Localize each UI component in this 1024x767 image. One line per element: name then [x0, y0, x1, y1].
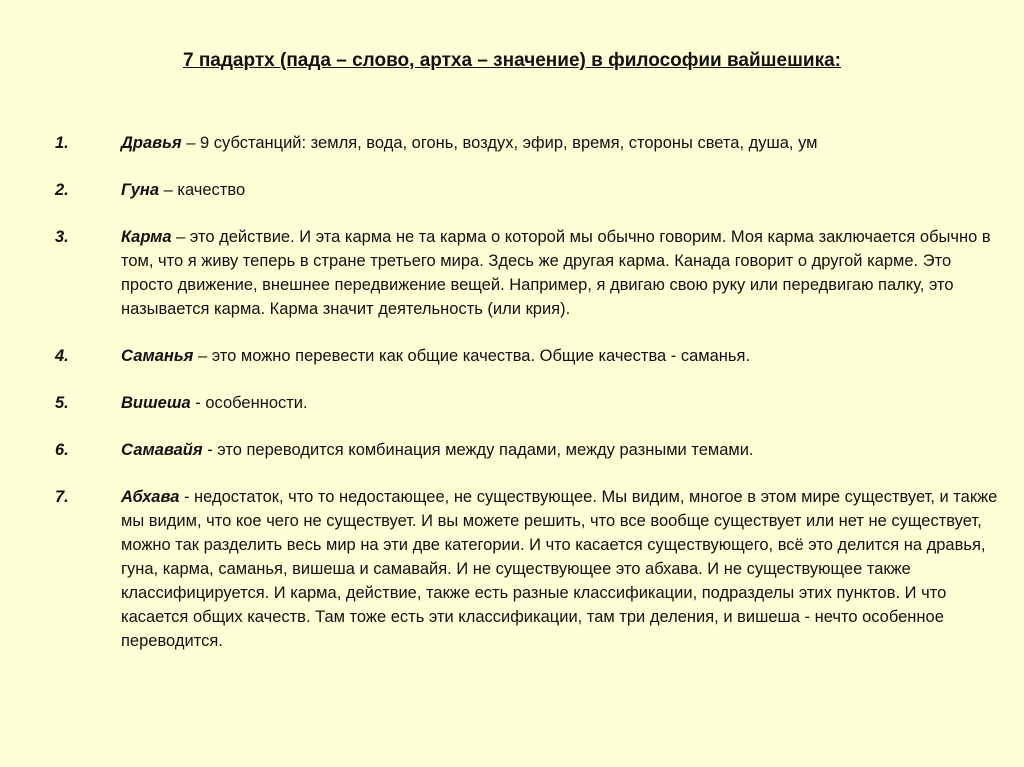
- item-text: – это действие. И эта карма не та карма о которой мы обычно говорим. Моя карма заключается обычно в том, что я живу теперь в стране третьего мира. Здесь же другая карма. Канада говорит о другой карме. Это просто движение, внешнее передвижение вещей. Например, я двигаю свою руку или передвигаю палку, это называется карма. Карма значит деятельность (или крия).: [121, 228, 991, 318]
- item-term: Дравья: [121, 134, 182, 152]
- item-body: [121, 225, 1001, 321]
- item-term: Гуна: [121, 181, 160, 199]
- list-item-dravya: [55, 131, 1005, 155]
- list-item-samanya: [55, 344, 1005, 368]
- item-text: – качество: [159, 181, 246, 199]
- slide-title: 7 падартх (пада – слово, артха – значение) в философии вайшешика:: [182, 50, 842, 71]
- item-text: – 9 субстанций: земля, вода, огонь, воздух, эфир, время, стороны света, душа, ум: [181, 134, 818, 152]
- item-body: [121, 344, 1001, 368]
- item-number: 1.: [55, 134, 69, 152]
- list-item-samavaya: [55, 438, 1005, 462]
- item-number: 4.: [55, 347, 69, 365]
- item-number: 6.: [55, 441, 69, 459]
- item-term: Саманья: [121, 347, 194, 365]
- item-body: [121, 391, 1001, 415]
- item-term: Абхава: [121, 488, 180, 506]
- item-term: Вишеша: [121, 394, 191, 412]
- padartha-list: [55, 131, 1005, 676]
- item-body: [121, 131, 1001, 155]
- list-item-guna: [55, 178, 1005, 202]
- item-body: [121, 485, 1001, 653]
- item-term: Карма: [121, 228, 172, 246]
- item-number: 5.: [55, 394, 69, 412]
- list-item-karma: [55, 225, 1005, 321]
- item-text: - это переводится комбинация между падами, между разными темами.: [202, 441, 754, 459]
- list-item-vishesha: [55, 391, 1005, 415]
- item-number: 7.: [55, 488, 69, 506]
- item-number: 3.: [55, 228, 69, 246]
- item-text: - недостаток, что то недостающее, не существующее. Мы видим, многое в этом мире существует, и также мы видим, что кое чего не существует. И вы можете решить, что все вообще существует или нет не существует, можно так разделить весь мир на эти две категории. И что касается существующего, всё это делится на дравья, гуна, карма, саманья, вишеша и самавайя. И не существующее это абхава. И не существующее также классифицируется. И карма, действие, также есть разные классификации, подразделы этих пунктов. И что касается общих качеств. Там тоже есть эти классификации, там три деления, и вишеша - нечто особенное переводится.: [121, 488, 998, 650]
- list-item-abhava: [55, 485, 1005, 653]
- item-body: [121, 178, 1001, 202]
- item-number: 2.: [55, 181, 69, 199]
- item-text: - особенности.: [190, 394, 308, 412]
- item-text: – это можно перевести как общие качества. Общие качества - саманья.: [193, 347, 751, 365]
- item-term: Самавайя: [121, 441, 203, 459]
- item-body: [121, 438, 1001, 462]
